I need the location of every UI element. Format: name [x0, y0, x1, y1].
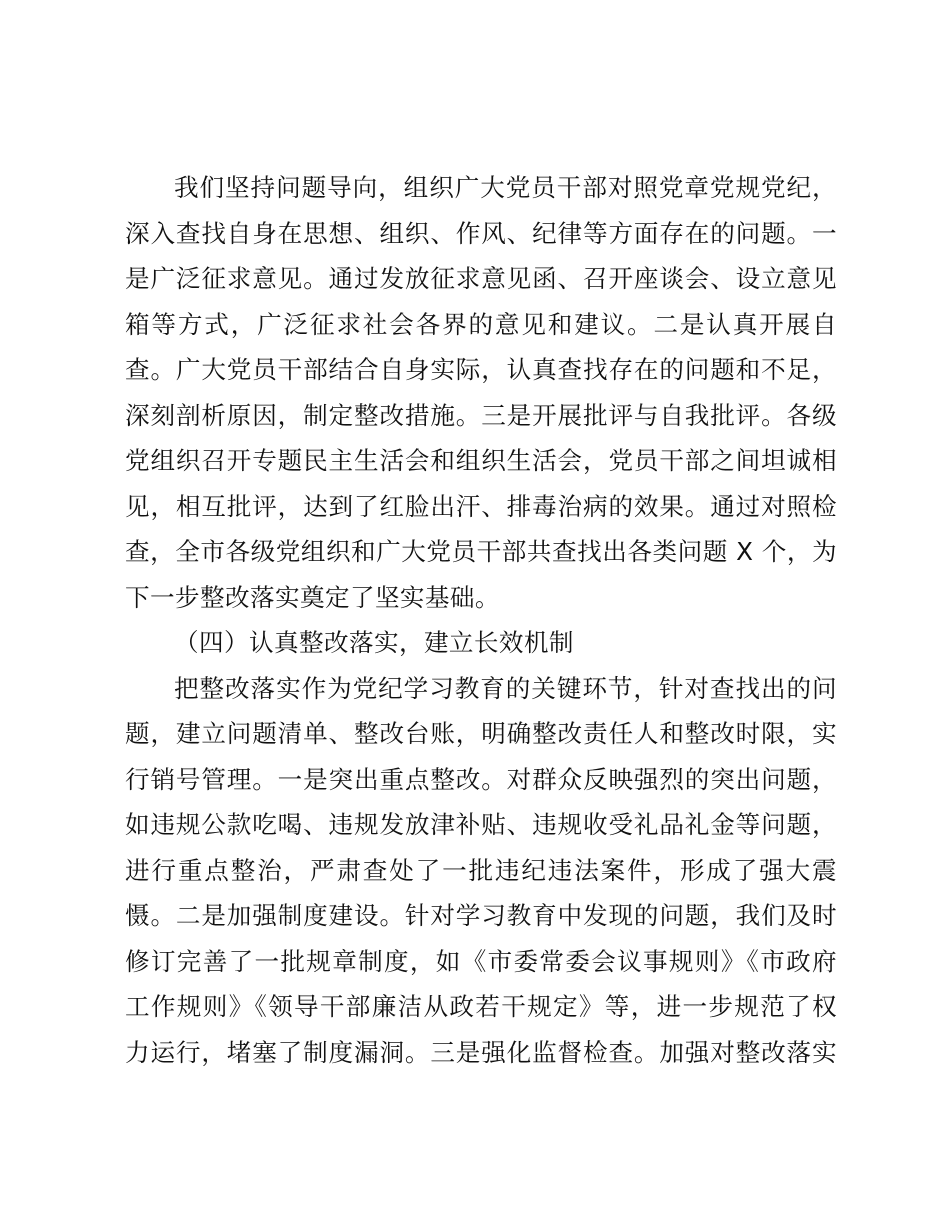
text-line: 题，建立问题清单、整改台账，明确整改责任人和整改时限，实: [125, 719, 837, 748]
text-line: 箱等方式，广泛征求社会各界的意见和建议。二是认真开展自: [125, 309, 837, 339]
text-line: 把整改落实作为党纪学习教育的关键环节，针对查找出的问: [174, 673, 837, 703]
text-line: 力运行，堵塞了制度漏洞。三是强化监督检查。加强对整改落实: [125, 1037, 837, 1067]
text-line: 进行重点整治，严肃查处了一批违纪违法案件，形成了强大震: [125, 855, 837, 885]
text-line: 查。广大党员干部结合自身实际，认真查找存在的问题和不足，: [125, 355, 837, 384]
text-line: 下一步整改落实奠定了坚实基础。: [125, 582, 500, 612]
text-line: 修订完善了一批规章制度，如《市委常委会议事规则》《市政府: [125, 946, 837, 976]
text-line: 查，全市各级党组织和广大党员干部共查找出各类问题 X 个，为: [125, 537, 837, 566]
text-line: 我们坚持问题导向，组织广大党员干部对照党章党规党纪，: [174, 173, 837, 202]
body-text: [125, 165, 837, 1075]
text-line: 见，相互批评，达到了红脸出汗、排毒治病的效果。通过对照检: [125, 491, 837, 521]
text-line: 如违规公款吃喝、违规发放津补贴、违规收受礼品礼金等问题，: [125, 810, 837, 839]
text-line: 工作规则》《领导干部廉洁从政若干规定》等，进一步规范了权: [125, 992, 837, 1021]
text-line: （四）认真整改落实，建立长效机制: [174, 628, 574, 657]
text-line: 是广泛征求意见。通过发放征求意见函、召开座谈会、设立意见: [125, 264, 837, 293]
text-line: 党组织召开专题民主生活会和组织生活会，党员干部之间坦诚相: [125, 446, 837, 475]
text-line: 慑。二是加强制度建设。针对学习教育中发现的问题，我们及时: [125, 901, 837, 930]
text-line: 行销号管理。一是突出重点整改。对群众反映强烈的突出问题，: [125, 764, 837, 794]
text-line: 深入查找自身在思想、组织、作风、纪律等方面存在的问题。一: [125, 218, 837, 248]
text-line: 深刻剖析原因，制定整改措施。三是开展批评与自我批评。各级: [125, 400, 837, 430]
